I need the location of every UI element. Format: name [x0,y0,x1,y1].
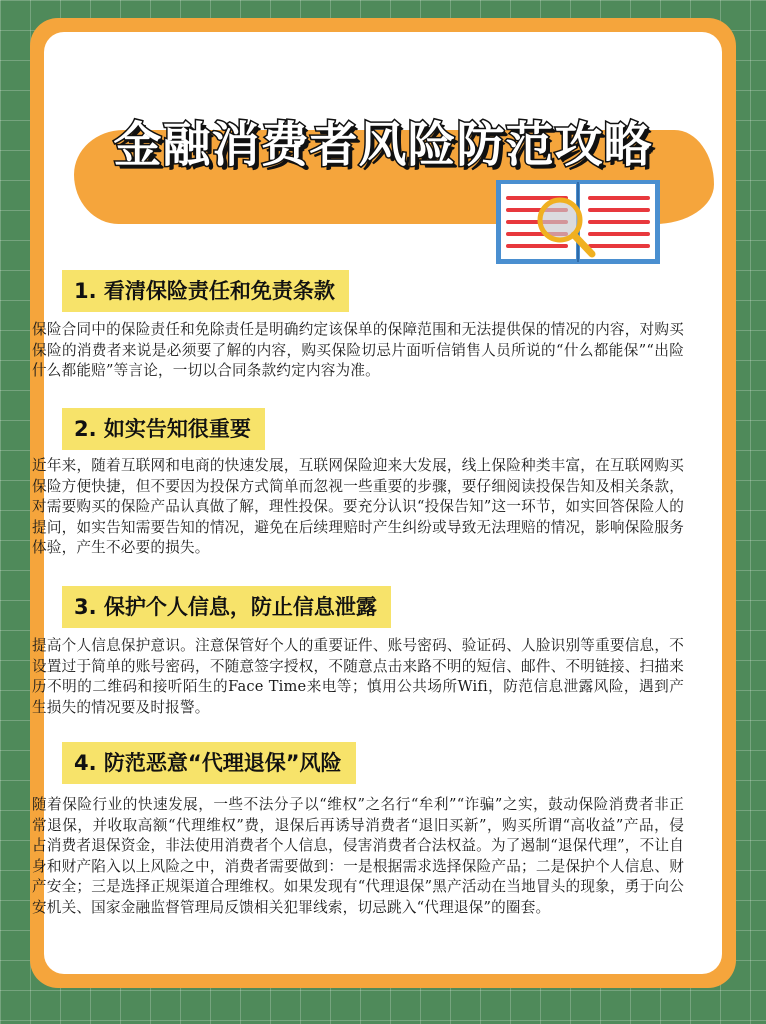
open-book-magnifier-icon [492,176,664,268]
page-title: 金融消费者风险防范攻略 [113,117,653,173]
section-3-body: 提高个人信息保护意识。注意保管好个人的重要证件、账号密码、验证码、人脸识别等重要信息，不设置过于简单的账号密码，不随意签字授权，不随意点击来路不明的短信、邮件、不明链接、扫描来历不明的二维码和接听陌生的Face Time来电等；慎用公共场所Wifi，防范信息泄露风险，遇到产生损失的情况要及时报警。 [32,637,684,716]
section-1-body: 保险合同中的保险责任和免除责任是明确约定该保单的保障范围和无法提供保的情况的内容，对购买保险的消费者来说是必须要了解的内容，购买保险切忌片面听信销售人员所说的“什么都能保”“出险什么都能赔”等言论，一切以合同条款约定内容为准。 [32,321,684,380]
section-3-heading: 3. 保护个人信息，防止信息泄露 [62,586,391,628]
section-1-heading: 1. 看清保险责任和免责条款 [62,270,349,312]
section-4-body: 随着保险行业的快速发展，一些不法分子以“维权”之名行“牟利”“诈骗”之实，鼓动保险消费者非正常退保，并收取高额“代理维权”费，退保后再诱导消费者“退旧买新”，购买所谓“高收益”产品，侵占消费者退保资金，非法使用消费者个人信息，侵害消费者合法权益。为了遏制“退保代理”，不让自身和财产陷入以上风险之中，消费者需要做到：一是根据需求选择保险产品；二是保护个人信息、财产安全；三是选择正规渠道合理维权。如果发现有“代理退保”黑产活动在当地冒头的现象，勇于向公安机关、国家金融监督管理局反馈相关犯罪线索，切忌跳入“代理退保”的圈套。 [32,796,684,916]
section-2-body: 近年来，随着互联网和电商的快速发展，互联网保险迎来大发展，线上保险种类丰富，在互联网购买保险方便快捷，但不要因为投保方式简单而忽视一些重要的步骤，要仔细阅读投保告知及相关条款，对需要购买的保险产品认真做了解，理性投保。要充分认识“投保告知”这一环节，如实回答保险人的提问，如实告知需要告知的情况，避免在后续理赔时产生纠纷或导致无法理赔的情况，影响保险服务体验，产生不必要的损失。 [32,457,684,557]
section-4-heading: 4. 防范恶意“代理退保”风险 [62,742,356,784]
section-2-heading: 2. 如实告知很重要 [62,408,265,450]
